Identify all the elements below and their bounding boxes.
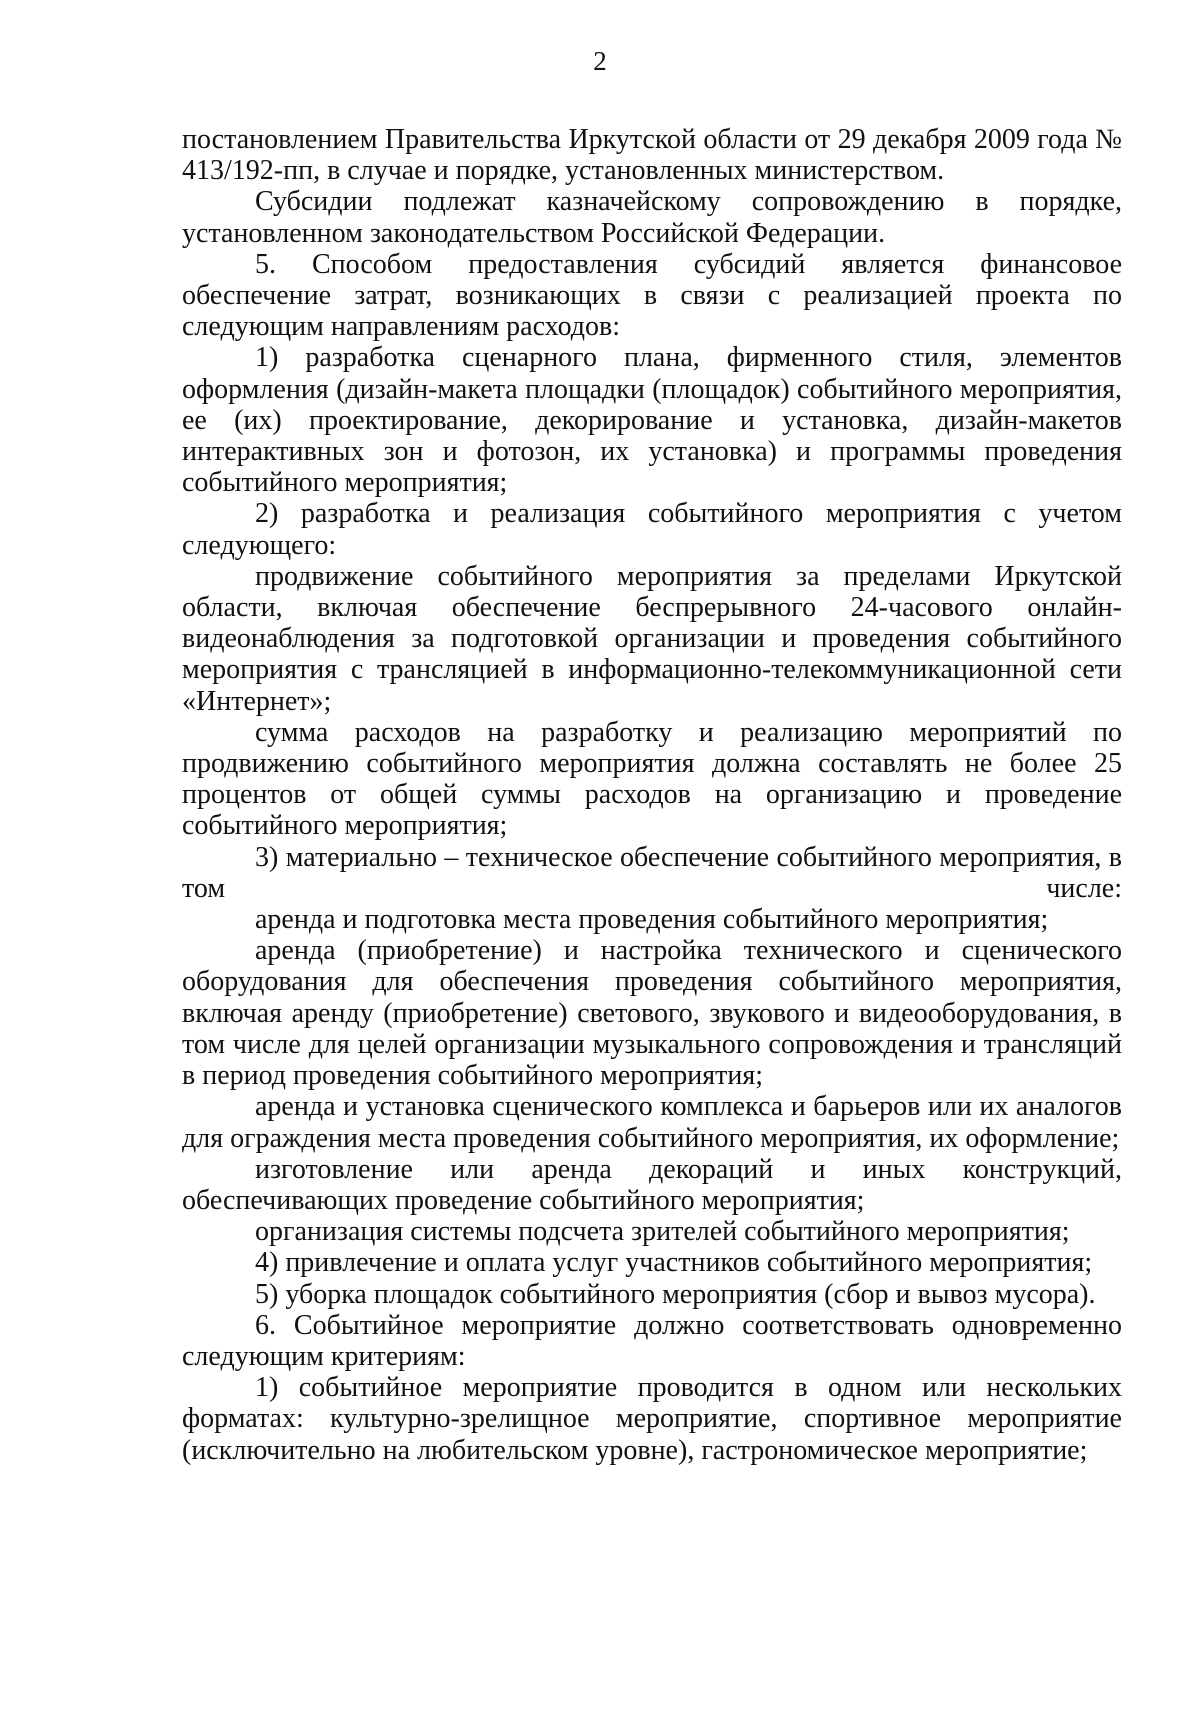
paragraph-subitem-1: 1) разработка сценарного плана, фирменного стиля, элементов оформления (дизайн-макета площадки (площадок) событийного мероприятия, ее (их) проектирование, декорирование и установка, дизайн-макетов интерактивных зон и фотозон, их установка) и программы проведения событийного мероприятия; [182,342,1122,499]
page-number: 2 [593,46,607,76]
paragraph-continuation: постановлением Правительства Иркутской области от 29 декабря 2009 года № 413/192-пп, в случае и порядке, установленных министерством. [182,124,1122,187]
paragraph-visitor-count: организация системы подсчета зрителей событийного мероприятия; [255,1216,1070,1248]
paragraph-criteria-1: 1) событийное мероприятие проводится в одном или нескольких форматах: культурно-зрелищное мероприятие, спортивное мероприятие (исключительно на любительском уровне), гастрономическое мероприятие; [182,1372,1122,1466]
paragraph-item-5: 5. Способом предоставления субсидий является финансовое обеспечение затрат, возникающих в связи с реализацией проекта по следующим направлениям расходов: [182,248,1122,343]
paragraph-venue-rent: аренда и подготовка места проведения событийного мероприятия; [255,904,1049,936]
paragraph-subitem-2: 2) разработка и реализация событийного мероприятия с учетом следующего: [182,498,1122,561]
paragraph-stage-barriers: аренда и установка сценического комплекса и барьеров или их аналогов для ограждения места проведения событийного мероприятия, их оформление; [182,1091,1122,1154]
paragraph-decorations: изготовление или аренда декораций и иных конструкций, обеспечивающих проведение событийного мероприятия; [182,1153,1122,1216]
document-body [182,124,1122,1466]
paragraph-subitem-5: 5) уборка площадок событийного мероприятия (сбор и вывоз мусора). [255,1278,1096,1310]
paragraph-item-6: 6. Событийное мероприятие должно соответствовать одновременно следующим критериям: [182,1309,1122,1372]
paragraph-equipment-rent: аренда (приобретение) и настройка технического и сценического оборудования для обеспечения проведения событийного мероприятия, включая аренду (приобретение) светового, звукового и видеооборудования, в том числе для целей организации музыкального сопровождения и трансляций в период проведения событийного мероприятия; [182,935,1122,1092]
paragraph-promotion: продвижение событийного мероприятия за пределами Иркутской области, включая обеспечение беспрерывного 24-часового онлайн-видеонаблюдения за подготовкой организации и проведения событийного мероприятия с трансляцией в информационно-телекоммуникационной сети «Интернет»; [182,560,1122,717]
paragraph-promotion-limit: сумма расходов на разработку и реализацию мероприятий по продвижению событийного мероприятия должна составлять не более 25 процентов от общей суммы расходов на организацию и проведение событийного мероприятия; [182,716,1122,842]
paragraph-subitem-4: 4) привлечение и оплата услуг участников событийного мероприятия; [255,1247,1093,1279]
paragraph-treasury-support: Субсидии подлежат казначейскому сопровождению в порядке, установленном законодательством Российской Федерации. [182,186,1122,249]
paragraph-subitem-3: 3) материально – техническое обеспечение событийного мероприятия, в том числе: [182,841,1122,904]
